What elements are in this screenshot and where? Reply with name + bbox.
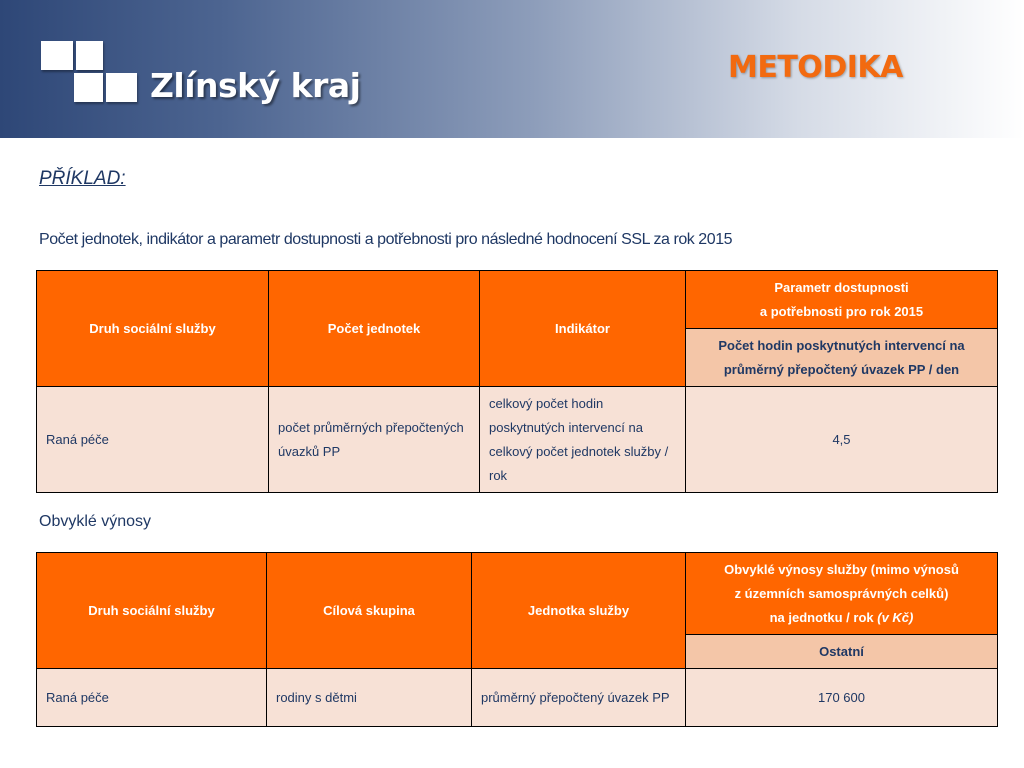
cell-target-group: rodiny s dětmi [267,669,472,727]
subheader-other: Ostatní [686,635,998,669]
subheader-hours-per-fte: Počet hodin poskytnutých intervencí na průměrný přepočtený úvazek PP / den [686,329,998,387]
table-row [37,669,998,727]
header-service-type: Druh sociální služby [37,553,267,669]
cell-service-type: Raná péče [37,669,267,727]
revenues-table [36,552,998,727]
table1-caption: Počet jednotek, indikátor a parametr dostupnosti a potřebnosti pro následné hodnocení SSL za rok 2015 [39,231,733,248]
cell-revenue-value: 170 600 [686,669,998,727]
header-target-group: Cílová skupina [267,553,472,669]
page-title: METODIKA [728,50,903,85]
cell-service-unit: průměrný přepočtený úvazek PP [472,669,686,727]
header-revenues-line1: Obvyklé výnosy služby (mimo výnosů [724,561,959,577]
table-row [37,387,998,493]
header-parameter-line2: a potřebnosti pro rok 2015 [759,303,924,319]
header-service-unit: Jednotka služby [472,553,686,669]
logo-text: Zlínský kraj [150,66,361,105]
header-unit-count: Počet jednotek [269,271,480,387]
header-banner [0,0,1024,138]
cell-parameter-value: 4,5 [686,387,998,493]
header-parameter-line1: Parametr dostupnosti [774,279,909,295]
cell-indicator: celkový počet hodin poskytnutých intervencí na celkový počet jednotek služby / rok [480,387,686,493]
header-revenues-unit: (v Kč) [877,609,914,625]
cell-unit-count: počet průměrných přepočtených úvazků PP [269,387,480,493]
header-indicator: Indikátor [480,271,686,387]
header-usual-revenues [686,553,998,635]
section-title-revenues: Obvyklé výnosy [39,513,152,530]
header-revenues-line3: na jednotku / rok [769,609,874,625]
availability-table [36,270,998,493]
example-label: PŘÍKLAD: [39,168,126,189]
header-service-type: Druh sociální služby [37,271,269,387]
cell-service-type: Raná péče [37,387,269,493]
header-revenues-line2: z územních samosprávných celků) [734,585,949,601]
header-parameter [686,271,998,329]
